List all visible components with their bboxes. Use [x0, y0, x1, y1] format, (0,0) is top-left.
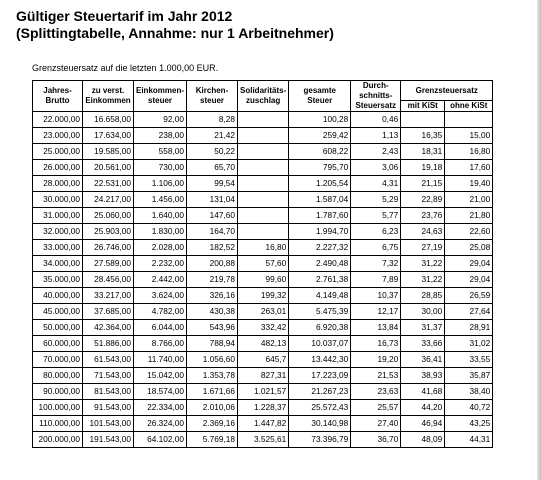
cell-zu-verst-einkommen: 17.634,00 [83, 128, 134, 144]
cell-durchschnittssteuersatz: 12,17 [351, 304, 401, 320]
cell-jahres-brutto: 30.000,00 [33, 192, 83, 208]
cell-grenzsteuersatz-mit-kist: 48,09 [401, 432, 445, 448]
cell-gesamte-steuer: 25.572,43 [289, 400, 351, 416]
cell-grenzsteuersatz-mit-kist: 19,18 [401, 160, 445, 176]
cell-solidaritaetszuschlag: 332,42 [238, 320, 289, 336]
cell-einkommensteuer: 1.640,00 [134, 208, 187, 224]
cell-zu-verst-einkommen: 20.561,00 [83, 160, 134, 176]
cell-grenzsteuersatz-mit-kist: 41,68 [401, 384, 445, 400]
table-row [33, 176, 493, 192]
table-row [33, 272, 493, 288]
header-ohne-kist: ohne KiSt [445, 101, 493, 112]
cell-solidaritaetszuschlag [238, 192, 289, 208]
cell-grenzsteuersatz-mit-kist: 38,93 [401, 368, 445, 384]
cell-jahres-brutto: 40.000,00 [33, 288, 83, 304]
cell-grenzsteuersatz-ohne-kist: 21,00 [445, 192, 493, 208]
cell-gesamte-steuer: 6.920,38 [289, 320, 351, 336]
cell-kirchensteuer: 2.369,16 [187, 416, 238, 432]
cell-zu-verst-einkommen: 25.903,00 [83, 224, 134, 240]
cell-jahres-brutto: 35.000,00 [33, 272, 83, 288]
cell-solidaritaetszuschlag: 482,13 [238, 336, 289, 352]
cell-durchschnittssteuersatz: 27,40 [351, 416, 401, 432]
cell-kirchensteuer: 2.010,06 [187, 400, 238, 416]
cell-grenzsteuersatz-ohne-kist: 31,02 [445, 336, 493, 352]
cell-solidaritaetszuschlag: 16,80 [238, 240, 289, 256]
table-row [33, 256, 493, 272]
cell-grenzsteuersatz-mit-kist: 24,63 [401, 224, 445, 240]
table-row [33, 320, 493, 336]
table-row [33, 288, 493, 304]
cell-gesamte-steuer: 795,70 [289, 160, 351, 176]
cell-grenzsteuersatz-mit-kist: 31,22 [401, 272, 445, 288]
cell-jahres-brutto: 33.000,00 [33, 240, 83, 256]
cell-jahres-brutto: 200.000,00 [33, 432, 83, 448]
cell-grenzsteuersatz-ohne-kist: 25,08 [445, 240, 493, 256]
cell-jahres-brutto: 31.000,00 [33, 208, 83, 224]
cell-grenzsteuersatz-ohne-kist: 29,04 [445, 256, 493, 272]
cell-durchschnittssteuersatz: 3,06 [351, 160, 401, 176]
cell-gesamte-steuer: 2.761,38 [289, 272, 351, 288]
table-row [33, 432, 493, 448]
cell-zu-verst-einkommen: 101.543,00 [83, 416, 134, 432]
cell-jahres-brutto: 110.000,00 [33, 416, 83, 432]
table-row [33, 192, 493, 208]
cell-zu-verst-einkommen: 33.217,00 [83, 288, 134, 304]
cell-grenzsteuersatz-ohne-kist: 17,60 [445, 160, 493, 176]
cell-gesamte-steuer: 259,42 [289, 128, 351, 144]
table-row [33, 384, 493, 400]
cell-gesamte-steuer: 73.396,79 [289, 432, 351, 448]
cell-einkommensteuer: 8.766,00 [134, 336, 187, 352]
cell-zu-verst-einkommen: 37.685,00 [83, 304, 134, 320]
cell-solidaritaetszuschlag: 263,01 [238, 304, 289, 320]
cell-durchschnittssteuersatz: 21,53 [351, 368, 401, 384]
cell-jahres-brutto: 32.000,00 [33, 224, 83, 240]
cell-jahres-brutto: 70.000,00 [33, 352, 83, 368]
cell-jahres-brutto: 50.000,00 [33, 320, 83, 336]
cell-kirchensteuer: 147,60 [187, 208, 238, 224]
cell-jahres-brutto: 25.000,00 [33, 144, 83, 160]
cell-gesamte-steuer: 17.223,09 [289, 368, 351, 384]
cell-gesamte-steuer: 4.149,48 [289, 288, 351, 304]
table-row [33, 128, 493, 144]
cell-zu-verst-einkommen: 26.746,00 [83, 240, 134, 256]
cell-einkommensteuer: 2.028,00 [134, 240, 187, 256]
cell-grenzsteuersatz-mit-kist [401, 112, 445, 128]
cell-gesamte-steuer: 13.442,30 [289, 352, 351, 368]
cell-einkommensteuer: 1.106,00 [134, 176, 187, 192]
cell-grenzsteuersatz-mit-kist: 28,85 [401, 288, 445, 304]
table-row [33, 144, 493, 160]
cell-solidaritaetszuschlag: 3.525,61 [238, 432, 289, 448]
cell-kirchensteuer: 50,22 [187, 144, 238, 160]
header-kirchensteuer: Kirchen-steuer [187, 81, 238, 112]
cell-gesamte-steuer: 1.205,54 [289, 176, 351, 192]
cell-jahres-brutto: 26.000,00 [33, 160, 83, 176]
cell-jahres-brutto: 34.000,00 [33, 256, 83, 272]
header-durchschnittssteuersatz: Durch-schnitts-Steuersatz [351, 81, 401, 112]
cell-jahres-brutto: 23.000,00 [33, 128, 83, 144]
cell-grenzsteuersatz-mit-kist: 46,94 [401, 416, 445, 432]
cell-einkommensteuer: 558,00 [134, 144, 187, 160]
table-note: Grenzsteuersatz auf die letzten 1.000,00 EUR. [32, 63, 219, 73]
table-row [33, 208, 493, 224]
table-row [33, 336, 493, 352]
cell-zu-verst-einkommen: 91.543,00 [83, 400, 134, 416]
cell-einkommensteuer: 26.324,00 [134, 416, 187, 432]
cell-solidaritaetszuschlag [238, 176, 289, 192]
cell-durchschnittssteuersatz: 10,37 [351, 288, 401, 304]
table-row [33, 112, 493, 128]
cell-kirchensteuer: 543,96 [187, 320, 238, 336]
cell-gesamte-steuer: 2.227,32 [289, 240, 351, 256]
cell-kirchensteuer: 326,16 [187, 288, 238, 304]
cell-kirchensteuer: 182,52 [187, 240, 238, 256]
cell-gesamte-steuer: 608,22 [289, 144, 351, 160]
header-jahres-brutto: Jahres-Brutto [33, 81, 83, 112]
cell-solidaritaetszuschlag: 1.021,57 [238, 384, 289, 400]
cell-durchschnittssteuersatz: 19,20 [351, 352, 401, 368]
cell-grenzsteuersatz-ohne-kist: 28,91 [445, 320, 493, 336]
cell-durchschnittssteuersatz: 5,77 [351, 208, 401, 224]
table-row [33, 304, 493, 320]
cell-einkommensteuer: 4.782,00 [134, 304, 187, 320]
cell-grenzsteuersatz-mit-kist: 18,31 [401, 144, 445, 160]
cell-zu-verst-einkommen: 42.364,00 [83, 320, 134, 336]
cell-zu-verst-einkommen: 81.543,00 [83, 384, 134, 400]
cell-jahres-brutto: 100.000,00 [33, 400, 83, 416]
cell-gesamte-steuer: 1.587,04 [289, 192, 351, 208]
cell-kirchensteuer: 164,70 [187, 224, 238, 240]
cell-solidaritaetszuschlag [238, 224, 289, 240]
table-row [33, 352, 493, 368]
cell-durchschnittssteuersatz: 23,63 [351, 384, 401, 400]
cell-grenzsteuersatz-ohne-kist: 40,72 [445, 400, 493, 416]
cell-einkommensteuer: 64.102,00 [134, 432, 187, 448]
cell-durchschnittssteuersatz: 13,84 [351, 320, 401, 336]
cell-kirchensteuer: 131,04 [187, 192, 238, 208]
document-title [16, 8, 334, 42]
cell-kirchensteuer: 430,38 [187, 304, 238, 320]
cell-grenzsteuersatz-ohne-kist: 44,31 [445, 432, 493, 448]
cell-einkommensteuer: 18.574,00 [134, 384, 187, 400]
cell-einkommensteuer: 92,00 [134, 112, 187, 128]
cell-kirchensteuer: 8,28 [187, 112, 238, 128]
cell-durchschnittssteuersatz: 7,32 [351, 256, 401, 272]
cell-grenzsteuersatz-ohne-kist: 35,87 [445, 368, 493, 384]
cell-gesamte-steuer: 10.037,07 [289, 336, 351, 352]
table-row [33, 400, 493, 416]
cell-kirchensteuer: 99,54 [187, 176, 238, 192]
cell-kirchensteuer: 219,78 [187, 272, 238, 288]
cell-durchschnittssteuersatz: 36,70 [351, 432, 401, 448]
cell-solidaritaetszuschlag [238, 112, 289, 128]
cell-kirchensteuer: 788,94 [187, 336, 238, 352]
cell-kirchensteuer: 21,42 [187, 128, 238, 144]
cell-grenzsteuersatz-mit-kist: 21,15 [401, 176, 445, 192]
cell-kirchensteuer: 5.769,18 [187, 432, 238, 448]
cell-solidaritaetszuschlag [238, 208, 289, 224]
cell-zu-verst-einkommen: 19.585,00 [83, 144, 134, 160]
cell-gesamte-steuer: 30.140,98 [289, 416, 351, 432]
cell-gesamte-steuer: 5.475,39 [289, 304, 351, 320]
cell-durchschnittssteuersatz: 2,43 [351, 144, 401, 160]
cell-grenzsteuersatz-ohne-kist: 38,40 [445, 384, 493, 400]
cell-einkommensteuer: 2.232,00 [134, 256, 187, 272]
cell-grenzsteuersatz-mit-kist: 22,89 [401, 192, 445, 208]
cell-zu-verst-einkommen: 28.456,00 [83, 272, 134, 288]
tax-table-body [33, 112, 493, 448]
cell-grenzsteuersatz-ohne-kist: 19,40 [445, 176, 493, 192]
tax-table [32, 80, 493, 448]
table-row [33, 240, 493, 256]
cell-durchschnittssteuersatz: 4,31 [351, 176, 401, 192]
cell-solidaritaetszuschlag: 99,60 [238, 272, 289, 288]
cell-grenzsteuersatz-mit-kist: 31,22 [401, 256, 445, 272]
cell-gesamte-steuer: 21.267,23 [289, 384, 351, 400]
cell-kirchensteuer: 1.056,60 [187, 352, 238, 368]
cell-zu-verst-einkommen: 61.543,00 [83, 352, 134, 368]
header-grenzsteuersatz: Grenzsteuersatz [401, 81, 493, 101]
cell-zu-verst-einkommen: 16.658,00 [83, 112, 134, 128]
header-solidaritaetszuschlag: Solidaritäts-zuschlag [238, 81, 289, 112]
cell-einkommensteuer: 2.442,00 [134, 272, 187, 288]
cell-jahres-brutto: 45.000,00 [33, 304, 83, 320]
cell-kirchensteuer: 65,70 [187, 160, 238, 176]
title-line: Gültiger Steuertarif im Jahr 2012 [16, 8, 233, 24]
window-edge [537, 0, 541, 480]
cell-grenzsteuersatz-mit-kist: 36,41 [401, 352, 445, 368]
cell-durchschnittssteuersatz: 0,46 [351, 112, 401, 128]
table-row [33, 368, 493, 384]
cell-grenzsteuersatz-ohne-kist [445, 112, 493, 128]
cell-solidaritaetszuschlag: 645,7 [238, 352, 289, 368]
cell-grenzsteuersatz-mit-kist: 44,20 [401, 400, 445, 416]
cell-jahres-brutto: 22.000,00 [33, 112, 83, 128]
cell-solidaritaetszuschlag: 827,31 [238, 368, 289, 384]
cell-zu-verst-einkommen: 25.060,00 [83, 208, 134, 224]
cell-solidaritaetszuschlag: 1.447,82 [238, 416, 289, 432]
cell-einkommensteuer: 15.042,00 [134, 368, 187, 384]
cell-durchschnittssteuersatz: 16,73 [351, 336, 401, 352]
cell-grenzsteuersatz-mit-kist: 31,37 [401, 320, 445, 336]
cell-solidaritaetszuschlag [238, 128, 289, 144]
cell-jahres-brutto: 90.000,00 [33, 384, 83, 400]
cell-solidaritaetszuschlag [238, 144, 289, 160]
header-mit-kist: mit KiSt [401, 101, 445, 112]
header-einkommensteuer: Einkommen-steuer [134, 81, 187, 112]
table-row [33, 160, 493, 176]
cell-einkommensteuer: 1.456,00 [134, 192, 187, 208]
cell-durchschnittssteuersatz: 7,89 [351, 272, 401, 288]
cell-grenzsteuersatz-ohne-kist: 43,25 [445, 416, 493, 432]
cell-einkommensteuer: 1.830,00 [134, 224, 187, 240]
cell-grenzsteuersatz-mit-kist: 30,00 [401, 304, 445, 320]
cell-zu-verst-einkommen: 27.589,00 [83, 256, 134, 272]
table-row [33, 224, 493, 240]
cell-gesamte-steuer: 100,28 [289, 112, 351, 128]
header-zu-verst-einkommen: zu verst. Einkommen [83, 81, 134, 112]
cell-grenzsteuersatz-mit-kist: 33,66 [401, 336, 445, 352]
cell-einkommensteuer: 11.740,00 [134, 352, 187, 368]
cell-durchschnittssteuersatz: 1,13 [351, 128, 401, 144]
cell-einkommensteuer: 730,00 [134, 160, 187, 176]
cell-solidaritaetszuschlag: 1.228,37 [238, 400, 289, 416]
cell-solidaritaetszuschlag: 199,32 [238, 288, 289, 304]
cell-durchschnittssteuersatz: 25,57 [351, 400, 401, 416]
cell-zu-verst-einkommen: 22.531,00 [83, 176, 134, 192]
cell-grenzsteuersatz-ohne-kist: 33,55 [445, 352, 493, 368]
cell-einkommensteuer: 22.334,00 [134, 400, 187, 416]
table-row [33, 416, 493, 432]
cell-kirchensteuer: 1.353,78 [187, 368, 238, 384]
cell-kirchensteuer: 1.671,66 [187, 384, 238, 400]
cell-gesamte-steuer: 1.787,60 [289, 208, 351, 224]
cell-jahres-brutto: 28.000,00 [33, 176, 83, 192]
cell-zu-verst-einkommen: 51.886,00 [83, 336, 134, 352]
cell-grenzsteuersatz-ohne-kist: 29,04 [445, 272, 493, 288]
cell-zu-verst-einkommen: 24.217,00 [83, 192, 134, 208]
cell-solidaritaetszuschlag: 57,60 [238, 256, 289, 272]
cell-einkommensteuer: 238,00 [134, 128, 187, 144]
cell-gesamte-steuer: 1.994,70 [289, 224, 351, 240]
cell-grenzsteuersatz-mit-kist: 23,76 [401, 208, 445, 224]
cell-durchschnittssteuersatz: 5,29 [351, 192, 401, 208]
cell-jahres-brutto: 60.000,00 [33, 336, 83, 352]
cell-solidaritaetszuschlag [238, 160, 289, 176]
cell-grenzsteuersatz-ohne-kist: 22,60 [445, 224, 493, 240]
cell-grenzsteuersatz-ohne-kist: 26,59 [445, 288, 493, 304]
cell-einkommensteuer: 6.044,00 [134, 320, 187, 336]
cell-grenzsteuersatz-mit-kist: 16,35 [401, 128, 445, 144]
header-gesamte-steuer: gesamte Steuer [289, 81, 351, 112]
cell-zu-verst-einkommen: 71.543,00 [83, 368, 134, 384]
cell-einkommensteuer: 3.624,00 [134, 288, 187, 304]
cell-durchschnittssteuersatz: 6,23 [351, 224, 401, 240]
cell-durchschnittssteuersatz: 6,75 [351, 240, 401, 256]
cell-grenzsteuersatz-ohne-kist: 27,64 [445, 304, 493, 320]
cell-zu-verst-einkommen: 191.543,00 [83, 432, 134, 448]
cell-kirchensteuer: 200,88 [187, 256, 238, 272]
cell-grenzsteuersatz-ohne-kist: 16,80 [445, 144, 493, 160]
cell-jahres-brutto: 80.000,00 [33, 368, 83, 384]
cell-grenzsteuersatz-mit-kist: 27,19 [401, 240, 445, 256]
cell-grenzsteuersatz-ohne-kist: 15,00 [445, 128, 493, 144]
subtitle-line: (Splittingtabelle, Annahme: nur 1 Arbeitnehmer) [16, 25, 334, 41]
cell-grenzsteuersatz-ohne-kist: 21,80 [445, 208, 493, 224]
cell-gesamte-steuer: 2.490,48 [289, 256, 351, 272]
